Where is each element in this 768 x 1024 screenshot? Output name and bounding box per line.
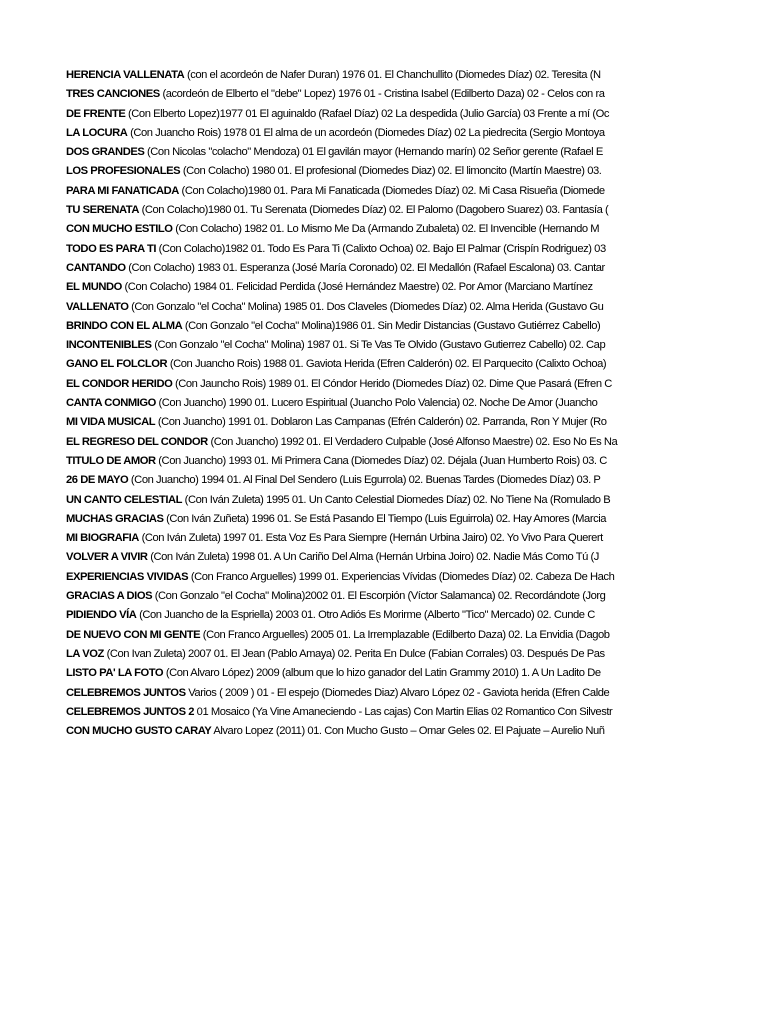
album-entry xyxy=(66,66,765,85)
album-details: (acordeón de Elberto el "debe" Lopez) 1976 01 - Cristina Isabel (Edilberto Daza) 02 - Celos con ra xyxy=(159,88,605,101)
album-entry xyxy=(66,606,765,625)
album-details: (Con Iván Zuleta) 1998 01. A Un Cariño Del Alma (Hernán Urbina Joiro) 02. Nadie Más Como Tú (J xyxy=(147,551,599,564)
discography-list xyxy=(66,66,765,741)
album-entry xyxy=(66,162,765,181)
album-entry xyxy=(66,220,765,239)
album-title: GANO EL FOLCLOR xyxy=(66,358,168,371)
album-entry xyxy=(66,664,765,683)
album-details: (Con Iván Zuleta) 1995 01. Un Canto Celestial Diomedes Díaz) 02. No Tiene Na (Romulado B xyxy=(182,493,611,506)
album-title: CANTANDO xyxy=(66,261,126,274)
album-title: EL MUNDO xyxy=(66,281,122,294)
album-details: (Con Gonzalo "el Cocha" Molina) 1987 01. Si Te Vas Te Olvido (Gustavo Gutierrez Cabello) 02. Cap xyxy=(151,339,606,352)
album-title: DE NUEVO CON MI GENTE xyxy=(66,628,201,641)
album-title: CELEBREMOS JUNTOS 2 xyxy=(66,705,195,718)
album-title: LA LOCURA xyxy=(66,126,128,139)
album-entry xyxy=(66,394,765,413)
album-title: PARA MI FANATICADA xyxy=(66,184,179,197)
album-entry xyxy=(66,85,765,104)
album-title: EL REGRESO DEL CONDOR xyxy=(66,435,208,448)
album-details: (Con Nicolas "colacho" Mendoza) 01 El gavilán mayor (Hernando marín) 02 Señor gerente (Rafael E xyxy=(144,146,603,159)
album-entry xyxy=(66,259,765,278)
album-title: TODO ES PARA TI xyxy=(66,242,157,255)
album-title: MUCHAS GRACIAS xyxy=(66,512,164,525)
album-entry xyxy=(66,201,765,220)
album-title: TITULO DE AMOR xyxy=(66,454,156,467)
album-title: GRACIAS A DIOS xyxy=(66,590,153,603)
album-details: (Con Juancho Rois) 1978 01 El alma de un acordeón (Diomedes Díaz) 02 La piedrecita (Sergio Montoya xyxy=(127,126,605,139)
album-title: LISTO PA' LA FOTO xyxy=(66,667,164,680)
album-details: (con el acordeón de Nafer Duran) 1976 01. El Chanchullito (Diomedes Díaz) 02. Teresita (N xyxy=(184,69,601,81)
album-details: (Con Colacho) 1982 01. Lo Mismo Me Da (Armando Zubaleta) 02. El Invencible (Hernando M xyxy=(172,223,600,236)
album-details: (Con Juancho) 1990 01. Lucero Espiritual (Juancho Polo Valencia) 02. Noche De Amor (Juancho xyxy=(155,397,598,410)
album-title: VOLVER A VIVIR xyxy=(66,551,148,564)
album-entry xyxy=(66,568,765,587)
album-details: (Con Elberto Lopez)1977 01 El aguinaldo (Rafael Díaz) 02 La despedida (Julio García) 03 Frente a mí (Oc xyxy=(125,107,610,120)
album-entry xyxy=(66,317,765,336)
album-entry xyxy=(66,143,765,162)
album-entry xyxy=(66,703,765,722)
album-details: (Con Gonzalo "el Cocha" Molina)1986 01. Sin Medir Distancias (Gustavo Gutiérrez Cabello) xyxy=(182,319,601,332)
album-entry xyxy=(66,491,765,510)
album-details: (Con Juancho) 1994 01. Al Final Del Sendero (Luis Egurrola) 02. Buenas Tardes (Diomedes Díaz) 03. P xyxy=(128,474,601,487)
album-details: (Con Gonzalo "el Cocha" Molina) 1985 01. Dos Claveles (Diomedes Díaz) 02. Alma Herida (Gustavo Gu xyxy=(128,300,604,313)
album-title: LA VOZ xyxy=(66,647,104,660)
album-details: (Con Juancho) 1991 01. Doblaron Las Campanas (Efrén Calderón) 02. Parranda, Ron Y Mujer (Ro xyxy=(155,416,607,429)
album-title: DOS GRANDES xyxy=(66,146,145,159)
album-details: (Con Colacho)1980 01. Para Mi Fanaticada (Diomedes Díaz) 02. Mi Casa Risueña (Diomede xyxy=(178,184,605,197)
album-title: 26 DE MAYO xyxy=(66,474,129,487)
album-entry xyxy=(66,105,765,124)
album-details: (Con Jauncho Rois) 1989 01. El Cóndor Herido (Diomedes Díaz) 02. Dime Que Pasará (Efren C xyxy=(172,377,612,390)
album-title: LOS PROFESIONALES xyxy=(66,165,181,178)
album-title: TU SERENATA xyxy=(66,204,139,217)
album-details: (Con Colacho)1980 01. Tu Serenata (Diomedes Díaz) 02. El Palomo (Dagobero Suarez) 03. Fantasía ( xyxy=(138,204,609,217)
album-entry xyxy=(66,548,765,567)
album-entry xyxy=(66,124,765,143)
album-title: INCONTENIBLES xyxy=(66,339,152,352)
album-title: CON MUCHO GUSTO CARAY xyxy=(66,725,212,738)
album-entry xyxy=(66,684,765,703)
album-details: Alvaro Lopez (2011) 01. Con Mucho Gusto – Omar Geles 02. El Pajuate – Aurelio Nuñ xyxy=(211,725,605,738)
album-title: CELEBREMOS JUNTOS xyxy=(66,686,186,699)
album-title: UN CANTO CELESTIAL xyxy=(66,493,183,506)
album-entry xyxy=(66,626,765,645)
album-entry xyxy=(66,433,765,452)
album-entry xyxy=(66,298,765,317)
album-entry xyxy=(66,587,765,606)
album-entry xyxy=(66,452,765,471)
album-title: CANTA CONMIGO xyxy=(66,397,156,410)
album-entry xyxy=(66,336,765,355)
album-entry xyxy=(66,240,765,259)
album-title: VALLENATO xyxy=(66,300,129,313)
album-entry xyxy=(66,510,765,529)
album-title: MI VIDA MUSICAL xyxy=(66,416,156,429)
album-title: EXPERIENCIAS VIVIDAS xyxy=(66,570,189,583)
album-details: (Con Alvaro López) 2009 (album que lo hizo ganador del Latin Grammy 2010) 1. A Un Ladito De xyxy=(163,667,601,680)
album-entry xyxy=(66,722,765,741)
album-title: DE FRENTE xyxy=(66,107,126,120)
album-entry xyxy=(66,355,765,374)
album-title: HERENCIA VALLENATA xyxy=(66,69,185,81)
album-details: (Con Colacho) 1983 01. Esperanza (José María Coronado) 02. El Medallón (Rafael Escalona) 03. Cantar xyxy=(125,261,605,274)
album-details: (Con Franco Arguelles) 2005 01. La Irremplazable (Edilberto Daza) 02. La Envidia (Dagob xyxy=(200,628,610,641)
album-title: EL CONDOR HERIDO xyxy=(66,377,173,390)
album-details: (Con Juancho) 1993 01. Mi Primera Cana (Diomedes Díaz) 02. Déjala (Juan Humberto Rois) 03. C xyxy=(155,454,607,467)
album-entry xyxy=(66,375,765,394)
album-details: (Con Colacho)1982 01. Todo Es Para Ti (Calixto Ochoa) 02. Bajo El Palmar (Crispín Rodriguez) 03 xyxy=(156,242,606,255)
album-details: (Con Juancho) 1992 01. El Verdadero Culpable (José Alfonso Maestre) 02. Eso No Es Na xyxy=(207,435,618,448)
album-details: (Con Gonzalo "el Cocha" Molina)2002 01. El Escorpión (Víctor Salamanca) 02. Recordándote (Jorg xyxy=(152,590,606,603)
album-title: PIDIENDO VÍA xyxy=(66,609,137,622)
album-entry xyxy=(66,529,765,548)
album-details: 01 Mosaico (Ya Vine Amaneciendo - Las cajas) Con Martin Elias 02 Romantico Con Silvestr xyxy=(194,705,613,718)
album-entry xyxy=(66,645,765,664)
album-details: (Con Colacho) 1984 01. Felicidad Perdida (José Hernández Maestre) 02. Por Amor (Marciano Martínez xyxy=(121,281,593,294)
album-details: (Con Iván Zuleta) 1997 01. Esta Voz Es Para Siempre (Hernán Urbina Jairo) 02. Yo Vivo Para Querert xyxy=(138,532,603,545)
album-entry xyxy=(66,182,765,201)
album-details: (Con Juancho Rois) 1988 01. Gaviota Herida (Efren Calderón) 02. El Parquecito (Calixto Ochoa) xyxy=(167,358,607,371)
album-details: (Con Juancho de la Espriella) 2003 01. Otro Adiós Es Morirme (Alberto "Tico" Mercado) 02. Cunde C xyxy=(136,609,595,622)
album-title: MI BIOGRAFIA xyxy=(66,532,139,545)
album-details: (Con Colacho) 1980 01. El profesional (Diomedes Diaz) 02. El limoncito (Martín Maestre) 03. xyxy=(180,165,602,178)
album-details: (Con Iván Zuñeta) 1996 01. Se Está Pasando El Tiempo (Luis Eguirrola) 02. Hay Amores (Marcia xyxy=(163,512,607,525)
album-entry xyxy=(66,471,765,490)
album-details: (Con Franco Arguelles) 1999 01. Experiencias Vívidas (Diomedes Díaz) 02. Cabeza De Hach xyxy=(188,570,615,583)
album-details: (Con Ivan Zuleta) 2007 01. El Jean (Pablo Amaya) 02. Perita En Dulce (Fabian Corrales) 03. Después De Pas xyxy=(103,647,605,660)
album-details: Varios ( 2009 ) 01 - El espejo (Diomedes Diaz) Alvaro López 02 - Gaviota herida (Efren Calde xyxy=(185,686,610,699)
album-title: CON MUCHO ESTILO xyxy=(66,223,173,236)
album-title: BRINDO CON EL ALMA xyxy=(66,319,183,332)
album-title: TRES CANCIONES xyxy=(66,88,160,101)
album-entry xyxy=(66,278,765,297)
album-entry xyxy=(66,413,765,432)
